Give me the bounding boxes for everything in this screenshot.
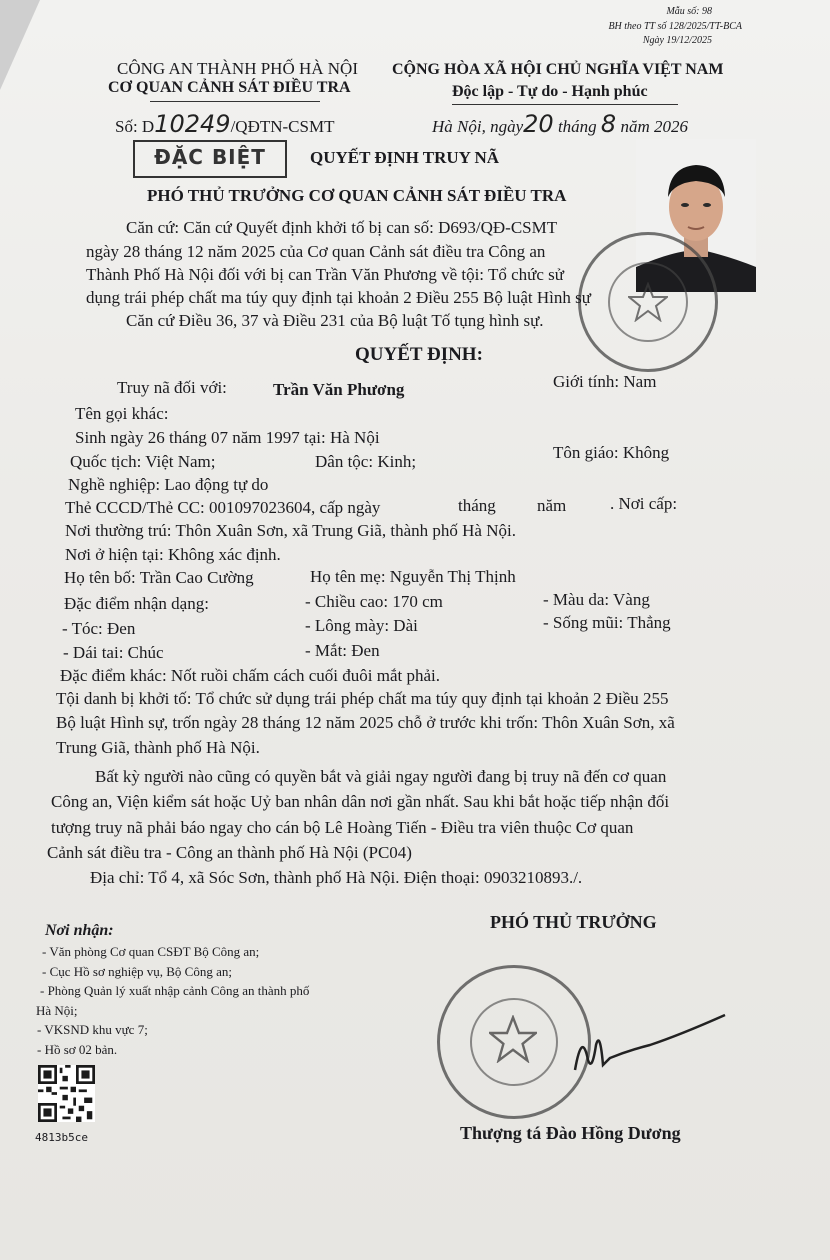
feature-eyes: - Mắt: Đen bbox=[305, 641, 380, 660]
notice-line-2: Công an, Viện kiểm sát hoặc Uỷ ban nhân dân nơi gần nhất. Sau khi bắt hoặc tiếp nhận đối bbox=[51, 792, 670, 811]
feature-nose: - Sống mũi: Thẳng bbox=[543, 613, 671, 632]
decision-heading: QUYẾT ĐỊNH: bbox=[355, 344, 483, 365]
notice-line-3: tượng truy nã phải báo ngay cho cán bộ Lê Hoàng Tiến - Điều tra viên thuộc Cơ quan bbox=[51, 818, 634, 837]
recipient-item: - VKSND khu vực 7; bbox=[37, 1022, 148, 1037]
wanted-label: Truy nã đối với: bbox=[117, 378, 227, 397]
basis-line-3: Thành Phố Hà Nội đối với bị can Trần Văn Phương về tội: Tổ chức sử bbox=[86, 265, 564, 284]
religion: Tôn giáo: Không bbox=[553, 443, 670, 462]
nation-motto: Độc lập - Tự do - Hạnh phúc bbox=[452, 83, 648, 100]
official-seal bbox=[437, 965, 591, 1119]
agency-underline bbox=[150, 101, 320, 102]
feature-earlobe: - Dái tai: Chúc bbox=[63, 643, 164, 662]
issue-date: Hà Nội, ngày20 tháng 8 năm 2026 bbox=[432, 110, 688, 138]
recipient-item: Hà Nội; bbox=[36, 1003, 78, 1018]
official-seal-star-icon bbox=[489, 1015, 537, 1063]
date-month-handwritten: 8 bbox=[600, 110, 617, 138]
document-number: Số: D10249/QĐTN-CSMT bbox=[115, 110, 335, 138]
motto-underline bbox=[452, 104, 678, 105]
mother-name: Họ tên mẹ: Nguyễn Thị Thịnh bbox=[310, 567, 516, 586]
form-note-line3: Ngày 19/12/2025 bbox=[642, 35, 712, 46]
special-stamp-label: ĐẶC BIỆT bbox=[154, 145, 266, 169]
agency-name: CƠ QUAN CẢNH SÁT ĐIỀU TRA bbox=[108, 79, 351, 96]
contact-address: Địa chỉ: Tổ 4, xã Sóc Sơn, thành phố Hà Nội. Điện thoại: 0903210893./. bbox=[90, 868, 583, 887]
features-label: Đặc điểm nhận dạng: bbox=[64, 594, 209, 613]
alias: Tên gọi khác: bbox=[75, 404, 169, 423]
basis-line-2: ngày 28 tháng 12 năm 2025 của Cơ quan Cảnh sát điều tra Công an bbox=[86, 242, 546, 261]
recipient-item: - Cục Hồ sơ nghiệp vụ, Bộ Công an; bbox=[42, 964, 232, 979]
feature-skin: - Màu da: Vàng bbox=[543, 590, 650, 609]
feature-hair: - Tóc: Đen bbox=[62, 619, 136, 638]
handwritten-signature bbox=[570, 1010, 730, 1080]
id-card: Thẻ CCCD/Thẻ CC: 001097023604, cấp ngày bbox=[65, 498, 381, 517]
suspect-name: Trần Văn Phương bbox=[273, 380, 405, 399]
recipient-item: - Hồ sơ 02 bản. bbox=[37, 1042, 118, 1057]
notice-line-1: Bất kỳ người nào cũng có quyền bắt và giải ngay người đang bị truy nã đến cơ quan bbox=[95, 767, 667, 786]
charge-line-2: Bộ luật Hình sự, trốn ngày 28 tháng 12 năm 2025 chỗ ở trước khi trốn: Thôn Xuân Sơn, xã bbox=[56, 713, 675, 732]
recipient-item: - Văn phòng Cơ quan CSĐT Bộ Công an; bbox=[42, 944, 260, 959]
birth-info: Sinh ngày 26 tháng 07 năm 1997 tại: Hà Nội bbox=[75, 428, 380, 447]
feature-eyebrows: - Lông mày: Dài bbox=[305, 616, 418, 635]
recipients-heading: Nơi nhận: bbox=[45, 922, 114, 939]
date-day-handwritten: 20 bbox=[523, 110, 554, 138]
qr-code bbox=[38, 1065, 95, 1122]
suspect-gender: Giới tính: Nam bbox=[553, 372, 657, 391]
permanent-residence: Nơi thường trú: Thôn Xuân Sơn, xã Trung Giã, thành phố Hà Nội. bbox=[65, 521, 516, 540]
form-note-line1: Mẫu số: 98 bbox=[666, 6, 712, 17]
id-year: năm bbox=[537, 496, 567, 515]
basis-line-1: Căn cứ: Căn cứ Quyết định khởi tố bị can số: D693/QĐ-CSMT bbox=[126, 218, 558, 237]
background-corner bbox=[0, 0, 40, 90]
occupation: Nghề nghiệp: Lao động tự do bbox=[68, 475, 269, 494]
nation-title: CỘNG HÒA XÃ HỘI CHỦ NGHĨA VIỆT NAM bbox=[392, 61, 724, 78]
recipient-item: - Phòng Quản lý xuất nhập cảnh Công an thành phố bbox=[40, 983, 310, 998]
document-subtitle: PHÓ THỦ TRƯỞNG CƠ QUAN CẢNH SÁT ĐIỀU TRA bbox=[147, 186, 567, 205]
agency-parent: CÔNG AN THÀNH PHỐ HÀ NỘI bbox=[117, 59, 358, 78]
qr-code-text: 4813b5ce bbox=[35, 1131, 88, 1144]
id-month: tháng bbox=[458, 496, 496, 515]
document-number-handwritten: 10249 bbox=[154, 110, 231, 138]
current-residence: Nơi ở hiện tại: Không xác định. bbox=[65, 545, 281, 564]
id-place: . Nơi cấp: bbox=[610, 494, 678, 513]
basis-line-5: Căn cứ Điều 36, 37 và Điều 231 của Bộ luật Tố tụng hình sự. bbox=[126, 311, 544, 330]
charge-line-3: Trung Giã, thành phố Hà Nội. bbox=[56, 738, 260, 757]
notice-line-4: Cảnh sát điều tra - Công an thành phố Hà Nội (PC04) bbox=[47, 843, 412, 862]
special-stamp bbox=[133, 140, 287, 178]
photo-seal bbox=[578, 232, 718, 372]
nationality: Quốc tịch: Việt Nam; bbox=[70, 452, 216, 471]
basis-line-4: dụng trái phép chất ma túy quy định tại khoản 2 Điều 255 Bộ luật Hình sự bbox=[86, 288, 591, 307]
signer-name: Thượng tá Đào Hồng Dương bbox=[460, 1123, 681, 1143]
father-name: Họ tên bố: Trần Cao Cường bbox=[64, 568, 254, 587]
form-note-line2: BH theo TT số 128/2025/TT-BCA bbox=[608, 21, 742, 32]
feature-height: - Chiều cao: 170 cm bbox=[305, 592, 443, 611]
seal-star-icon bbox=[628, 282, 668, 322]
charge-line-1: Tội danh bị khởi tố: Tổ chức sử dụng trái phép chất ma túy quy định tại khoản 2 Điều 255 bbox=[56, 689, 669, 708]
document-title: QUYẾT ĐỊNH TRUY NÃ bbox=[310, 148, 500, 167]
other-features: Đặc điểm khác: Nốt ruồi chấm cách cuối đuôi mắt phải. bbox=[60, 666, 441, 685]
signer-title: PHÓ THỦ TRƯỞNG bbox=[490, 912, 657, 932]
ethnicity: Dân tộc: Kinh; bbox=[315, 452, 417, 471]
